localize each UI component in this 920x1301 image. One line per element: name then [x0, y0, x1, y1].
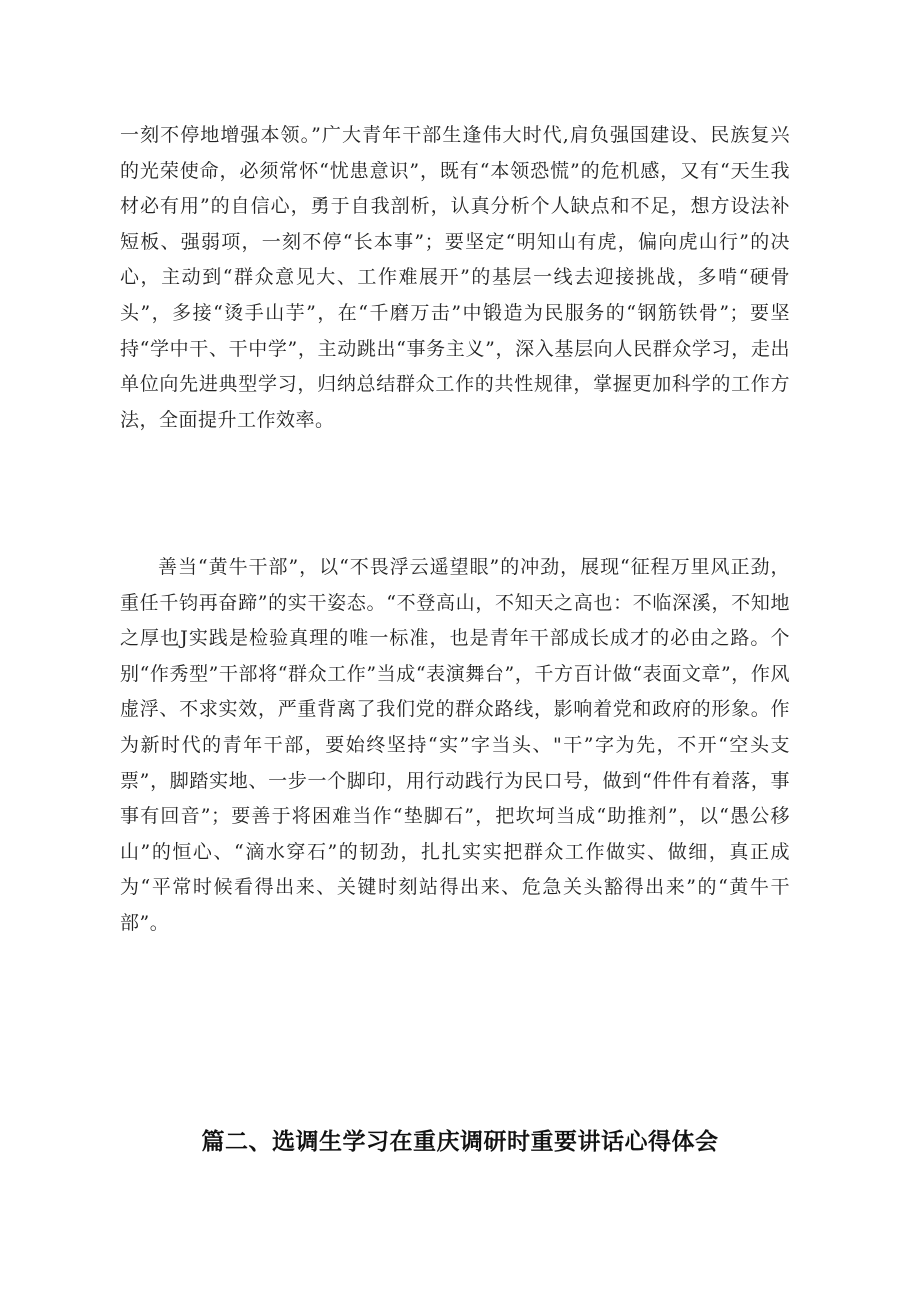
- section-title: 篇二、选调生学习在重庆调研时重要讲话心得体会: [201, 1129, 719, 1155]
- body-paragraph-1: 一刻不停地增强本领。”广大青年干部生逢伟大时代,肩负强国建设、民族复兴的光荣使命，必须常怀“忧患意识”，既有“本领恐慌”的危机感，又有“天生我材必有用”的自信心，勇于自我剖析，认真分析个人缺点和不足，想方设法补短板、强弱项，一刻不停“长本事”；要坚定“明知山有虎，偏向虎山行”的决心，主动到“群众意见大、工作难展开”的基层一线去迎接挑战，多啃“硬骨头”，多接“烫手山芋”，在“千磨万击”中锻造为民服务的“钢筋铁骨”；要坚持“学中干、干中学”，主动跳出“事务主义”，深入基层向人民群众学习，走出单位向先进典型学习，归纳总结群众工作的共性规律，掌握更加科学的工作方法，全面提升工作效率。: [120, 124, 790, 431]
- body-paragraph-2: 善当“黄牛干部”，以“不畏浮云遥望眼”的冲劲，展现“征程万里风正劲，重任千钧再奋蹄”的实干姿态。“不登高山，不知天之高也：不临深溪，不知地之厚也J实践是检验真理的唯一标准，也是青年干部成长成才的必由之路。个别“作秀型”干部将“群众工作”当成“表演舞台”，千方百计做“表面文章”，作风虚浮、不求实效，严重背离了我们党的群众路线，影响着党和政府的形象。作为新时代的青年干部，要始终坚持“实”字当头、"干”字为先，不开“空头支票”，脚踏实地、一步一个脚印，用行动践行为民口号，做到“件件有着落，事事有回音”；要善于将困难当作“垫脚石”，把坎坷当成“助推剂”，以“愚公移山”的恒心、“滴水穿石”的韧劲，扎扎实实把群众工作做实、做细，真正成为“平常时候看得出来、关键时刻站得出来、危急关头豁得出来”的“黄牛干部”。: [120, 556, 790, 934]
